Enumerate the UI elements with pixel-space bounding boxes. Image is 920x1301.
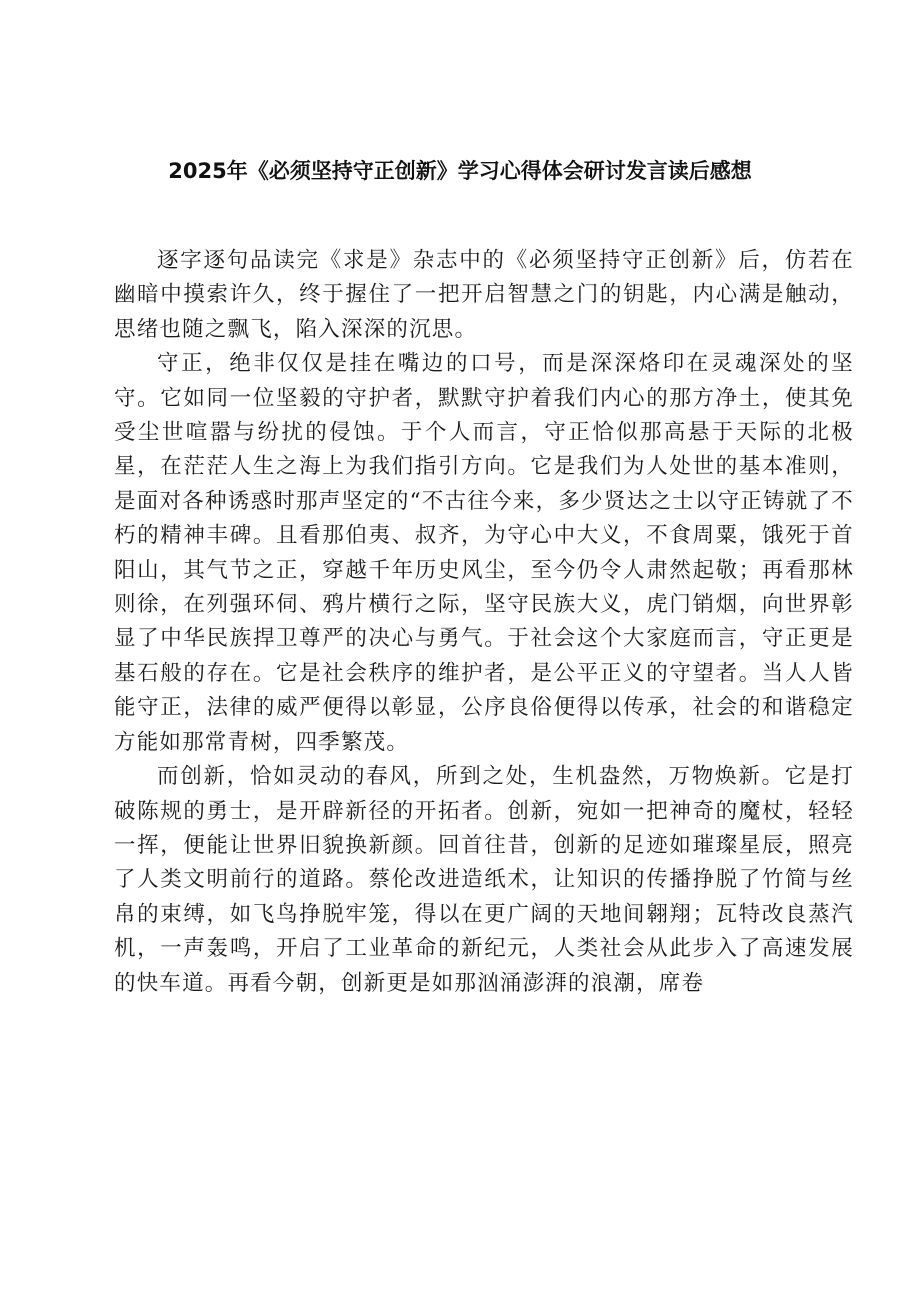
document-title: 2025年《必须坚持守正创新》学习心得体会研讨发言读后感想 [168, 159, 752, 183]
document-body [114, 244, 854, 1001]
paragraph-3: 而创新，恰如灵动的春风，所到之处，生机盎然，万物焕新。它是打破陈规的勇士，是开辟新径的开拓者。创新，宛如一把神奇的魔杖，轻轻一挥，便能让世界旧貌换新颜。回首往昔，创新的足迹如璀璨星辰，照亮了人类文明前行的道路。蔡伦改进造纸术，让知识的传播挣脱了竹简与丝帛的束缚，如飞鸟挣脱牢笼，得以在更广阔的天地间翱翔；瓦特改良蒸汽机，一声轰鸣，开启了工业革命的新纪元，人类社会从此步入了高速发展的快车道。再看今朝，创新更是如那汹涌澎湃的浪潮，席卷 [114, 764, 854, 996]
paragraph-2: 守正，绝非仅仅是挂在嘴边的口号，而是深深烙印在灵魂深处的坚守。它如同一位坚毅的守护者，默默守护着我们内心的那方净土，使其免受尘世喧嚣与纷扰的侵蚀。于个人而言，守正恰似那高悬于天际的北极星，在茫茫人生之海上为我们指引方向。它是我们为人处世的基本准则，是面对各种诱惑时那声坚定的“不古往今来，多少贤达之士以守正铸就了不朽的精神丰碑。且看那伯夷、叔齐，为守心中大义，不食周粟，饿死于首阳山，其气节之正，穿越千年历史风尘，至今仍令人肃然起敬；再看那林则徐，在列强环伺、鸦片横行之际，坚守民族大义，虎门销烟，向世界彰显了中华民族捍卫尊严的决心与勇气。于社会这个大家庭而言，守正更是基石般的存在。它是社会秩序的维护者，是公平正义的守望者。当人人皆能守正，法律的威严便得以彰显，公序良俗便得以传承，社会的和谐稳定方能如那常青树，四季繁茂。 [114, 351, 854, 755]
paragraph-1: 逐字逐句品读完《求是》杂志中的《必须坚持守正创新》后，仿若在幽暗中摸索许久，终于握住了一把开启智慧之门的钥匙，内心满是触动，思绪也随之飘飞，陷入深深的沉思。 [114, 248, 854, 342]
